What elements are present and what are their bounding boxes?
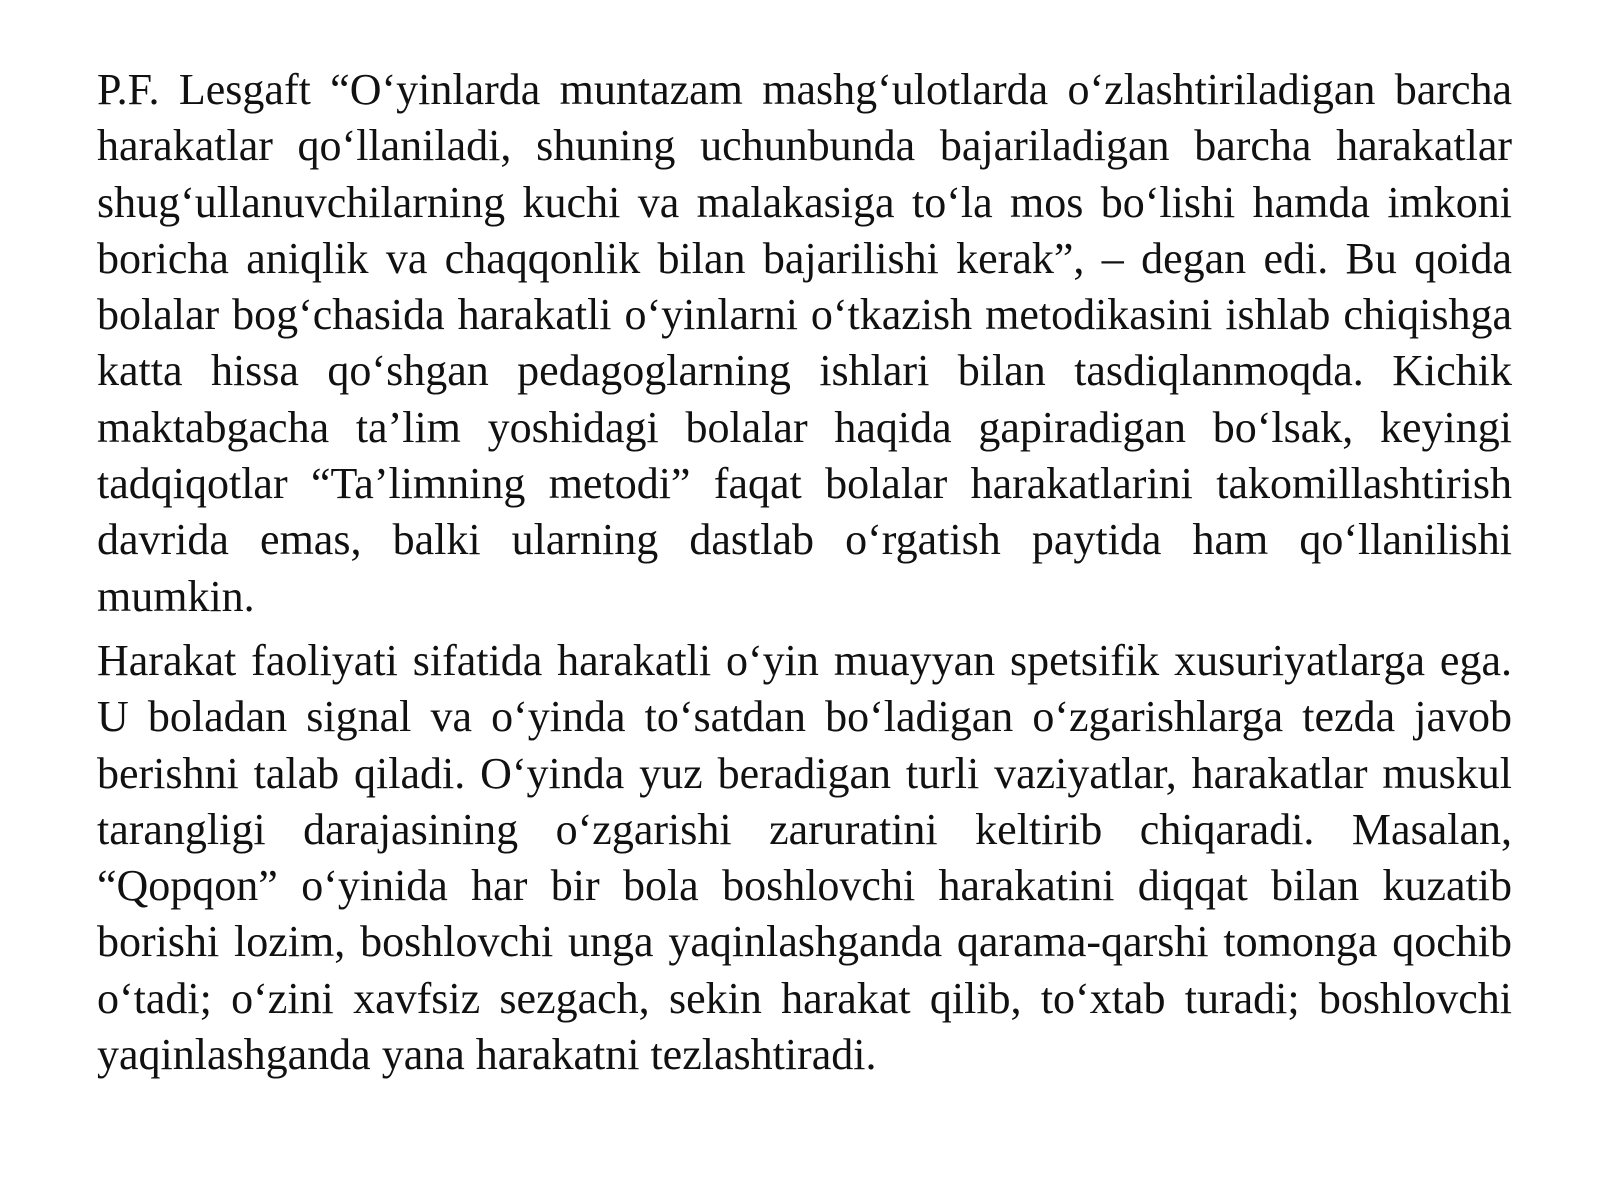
paragraph-movement-activity: Harakat faoliyati sifatida harakatli o‘yin muayyan spetsifik xusuriyatlarga ega. U boladan signal va o‘yinda to‘satdan bo‘ladigan o‘zgarishlarga tezda javob berishni talab qiladi. O‘yinda yuz beradigan turli vaziyatlar, harakatlar muskul tarangligi darajasining o‘zgarishi zaruratini keltirib chiqaradi. Masalan, “Qopqon” o‘yinida har bir bola boshlovchi harakatini diqqat bilan kuzatib borishi lozim, boshlovchi unga yaqinlashganda qarama-qarshi tomonga qochib o‘tadi; o‘zini xavfsiz sezgach, sekin harakat qilib, to‘xtab turadi; boshlovchi yaqinlashganda yana harakatni tezlashtiradi. (97, 635, 1512, 1080)
paragraph-lesgaft-quote: P.F. Lesgaft “O‘yinlarda muntazam mashg‘ulotlarda o‘zlashtiriladigan barcha harakatlar qo‘llaniladi, shuning uchunbunda bajariladigan barcha harakatlar shug‘ullanuvchilarning kuchi va malakasiga to‘la mos bo‘lishi hamda imkoni boricha aniqlik va chaqqonlik bilan bajarilishi kerak”, – degan edi. Bu qoida bolalar bog‘chasida harakatli o‘yinlarni o‘tkazish metodikasini ishlab chiqishga katta hissa qo‘shgan pedagoglarning ishlari bilan tasdiqlanmoqda. Kichik maktabgacha ta’lim yoshidagi bolalar haqida gapiradigan bo‘lsak, keyingi tadqiqotlar “Ta’limning metodi” faqat bolalar harakatlarini takomillashtirish davrida emas, balki ularning dastlab o‘rgatish paytida ham qo‘llanilishi mumkin. (97, 65, 1512, 621)
document-page (97, 62, 1512, 1083)
